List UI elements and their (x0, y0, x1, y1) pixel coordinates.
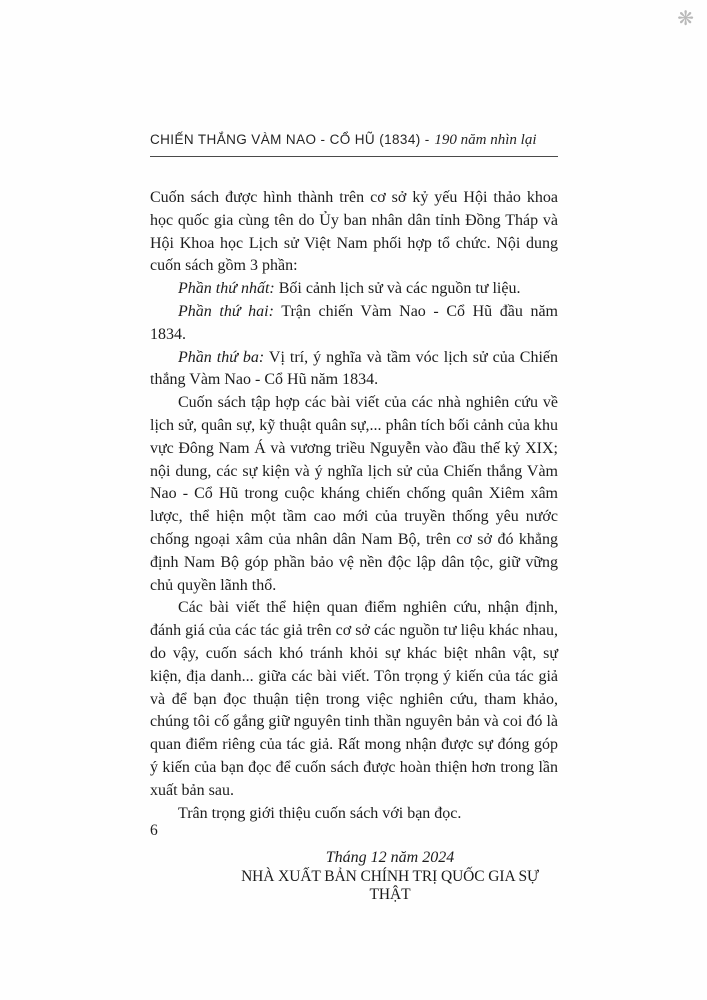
paragraph-closing (150, 803, 558, 826)
paragraph-part-three (150, 347, 558, 393)
paragraph-lead-italic: Phần thứ nhất: (178, 280, 275, 298)
running-header (150, 131, 558, 157)
paragraph-summary (150, 392, 558, 597)
paragraph-part-two (150, 301, 558, 347)
paragraph-lead-italic: Phần thứ hai: (178, 302, 274, 320)
page-number: 6 (150, 822, 158, 839)
paragraph-text: Các bài viết thể hiện quan điểm nghiên cứu, nhận định, đánh giá của các tác giả trên cơ sở các nguồn tư liệu khác nhau, do vậy, cuốn sách khó tránh khỏi sự khác biệt nhân vật, sự kiện, địa danh... giữa các bài viết. Tôn trọng ý kiến của tác giả và để bạn đọc thuận tiện trong việc nghiên cứu, tham khảo, chúng tôi cố gắng giữ nguyên tinh thần nguyên bản và coi đó là quan điểm riêng của tác giả. Rất mong nhận được sự đóng góp ý kiến của bạn đọc để cuốn sách được hoàn thiện hơn trong lần xuất bản sau. (150, 599, 558, 799)
running-header-subtitle: 190 năm nhìn lại (434, 132, 537, 148)
signoff-date: Tháng 12 năm 2024 (325, 849, 455, 867)
signoff-block (150, 849, 558, 904)
page-content (150, 131, 558, 904)
paragraph-text: Bối cảnh lịch sử và các nguồn tư liệu. (274, 280, 521, 298)
flower-ornament-icon: ❋ (677, 6, 694, 30)
signoff-publisher: NHÀ XUẤT BẢN CHÍNH TRỊ QUỐC GIA SỰ THẬT (241, 868, 539, 904)
running-header-title: CHIẾN THẮNG VÀM NAO - CỔ HŨ (1834) - (150, 132, 430, 147)
paragraph-part-one (150, 278, 558, 301)
body-text (150, 187, 558, 825)
paragraph-text: Vị trí, ý nghĩa và tầm vóc lịch sử của Chiến thắng Vàm Nao - Cổ Hũ năm 1834. (150, 348, 558, 389)
paragraph-lead-italic: Phần thứ ba: (178, 348, 265, 366)
paragraph-text: Trận chiến Vàm Nao - Cổ Hũ đầu năm 1834. (150, 302, 559, 343)
paragraph-text: Trân trọng giới thiệu cuốn sách với bạn đọc. (178, 804, 462, 822)
paragraph-text: Cuốn sách được hình thành trên cơ sở kỷ yếu Hội thảo khoa học quốc gia cùng tên do Ủy ban nhân dân tỉnh Đồng Tháp và Hội Khoa học Lịch sử Việt Nam phối hợp tổ chức. Nội dung cuốn sách gồm 3 phần: (150, 189, 558, 275)
paragraph-intro (150, 187, 558, 278)
paragraph-text: Cuốn sách tập hợp các bài viết của các nhà nghiên cứu về lịch sử, quân sự, kỹ thuật quân sự,... phân tích bối cảnh của khu vực Đông Nam Á và vương triều Nguyễn vào đầu thế kỷ XIX; nội dung, các sự kiện và ý nghĩa lịch sử của Chiến thắng Vàm Nao - Cổ Hũ trong cuộc kháng chiến chống quân Xiêm xâm lược, thể hiện một tầm cao mới của truyền thống yêu nước chống ngoại xâm của nhân dân Nam Bộ, trên cơ sở đó khẳng định Nam Bộ góp phần bảo vệ nền độc lập dân tộc, giữ vững chủ quyền lãnh thổ. (150, 394, 558, 594)
paragraph-disclaimer (150, 597, 558, 802)
